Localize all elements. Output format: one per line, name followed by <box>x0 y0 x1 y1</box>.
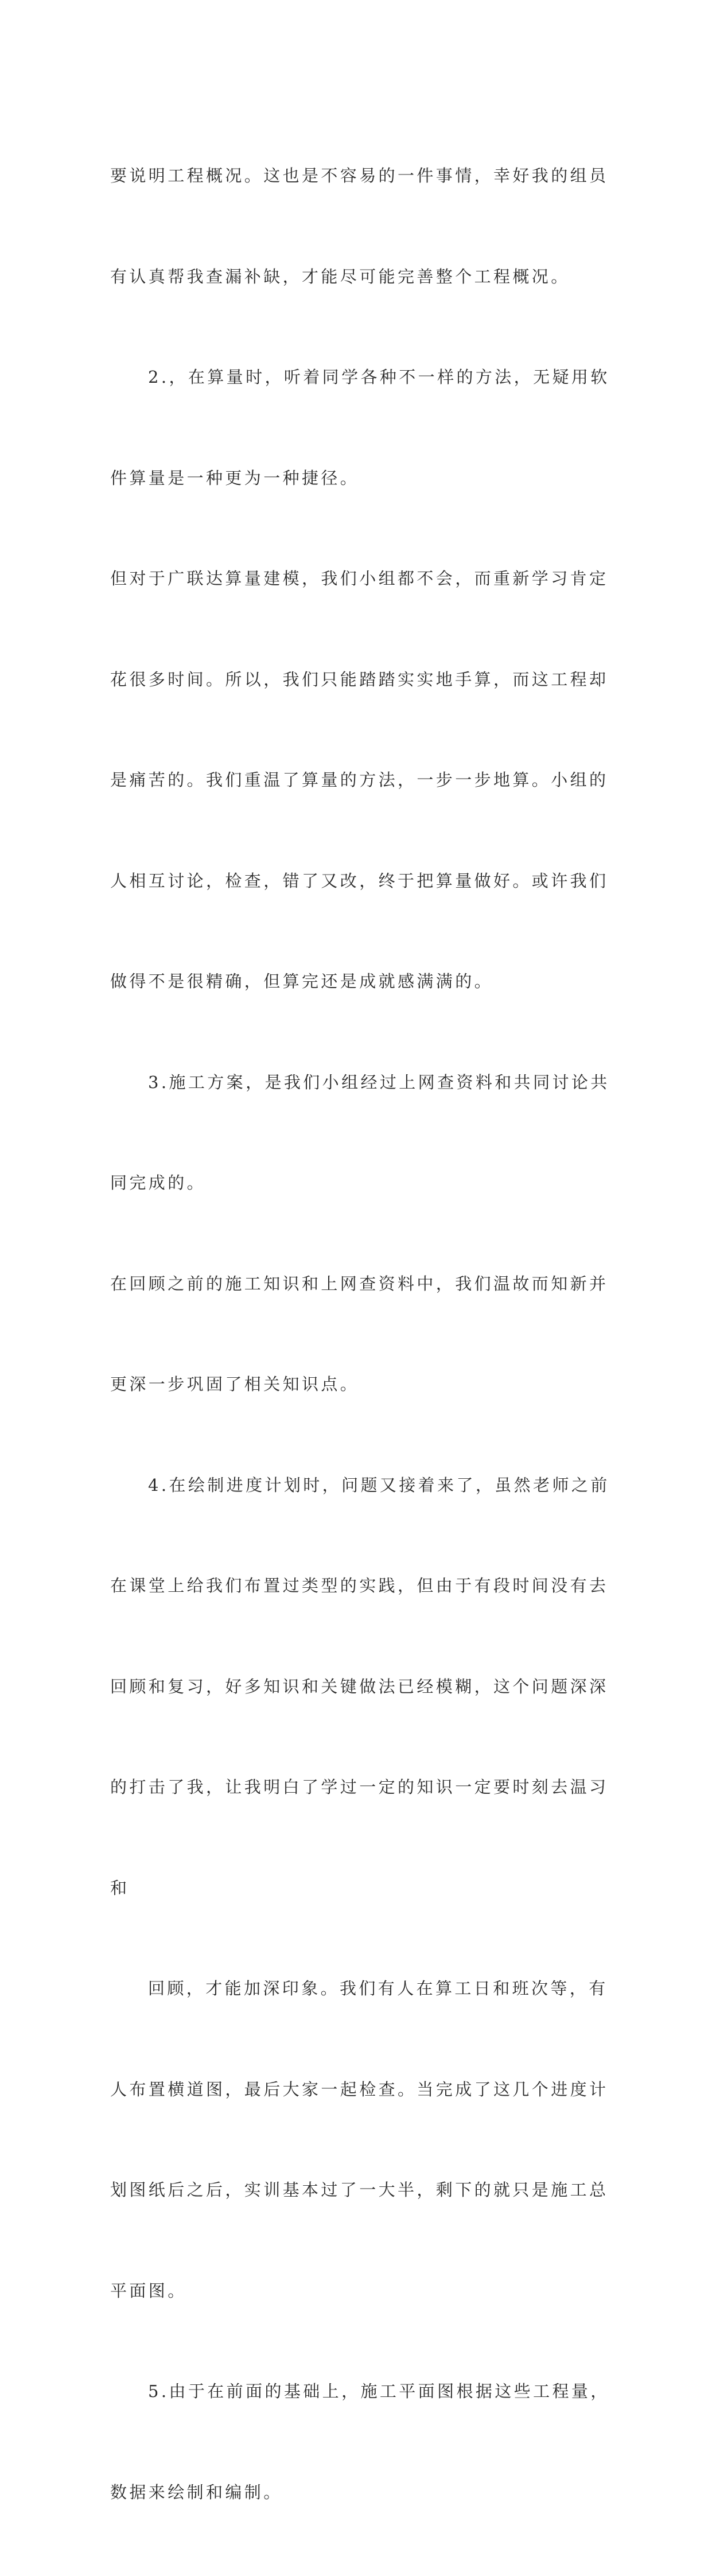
text-line: 同完成的。 <box>110 1173 207 1192</box>
text-line: 件算量是一种更为一种捷径。 <box>110 468 360 488</box>
text-line: 回顾，才能加深印象。我们有人在算工日和班次等，有 <box>148 1979 608 1998</box>
text-line: 人相互讨论，检查，错了又改，终于把算量做好。或许我们 <box>110 871 609 891</box>
text-line: 花很多时间。所以，我们只能踏踏实实地手算，而这工程却 <box>110 669 609 689</box>
text-line: 平面图。 <box>110 2280 187 2301</box>
text-line: 但对于广联达算量建模，我们小组都不会，而重新学习肯定 <box>110 569 609 588</box>
text-line: 在回顾之前的施工知识和上网查资料中，我们温故而知新并 <box>110 1273 609 1293</box>
body-text <box>110 92 615 2576</box>
text-line: 有认真帮我查漏补缺，才能尽可能完善整个工程概况。 <box>110 266 570 286</box>
text-line: 5.由于在前面的基础上，施工平面图根据这些工程量， <box>148 2381 610 2401</box>
text-line: 3.施工方案，是我们小组经过上网查资料和共同讨论共 <box>148 1072 610 1092</box>
text-line: 划图纸后之后，实训基本过了一大半，剩下的就只是施工总 <box>110 2180 609 2200</box>
text-line: 2.，在算量时，听着同学各种不一样的方法，无疑用软 <box>148 367 610 387</box>
text-line: 和 <box>110 1878 130 1898</box>
text-line: 做得不是很精确，但算完还是成就感满满的。 <box>110 972 494 991</box>
text-line: 4.在绘制进度计划时，问题又接着来了，虽然老师之前 <box>148 1475 610 1495</box>
text-line: 是痛苦的。我们重温了算量的方法，一步一步地算。小组的 <box>110 770 609 790</box>
text-line: 回顾和复习，好多知识和关键做法已经模糊，这个问题深深 <box>110 1676 609 1696</box>
text-line: 更深一步巩固了相关知识点。 <box>110 1374 360 1394</box>
text-line: 在课堂上给我们布置过类型的实践，但由于有段时间没有去 <box>110 1576 609 1595</box>
text-line: 数据来绘制和编制。 <box>110 2482 283 2502</box>
text-line: 人布置横道图，最后大家一起检查。当完成了这几个进度计 <box>110 2079 609 2099</box>
text-line: 要说明工程概况。这也是不容易的一件事情，幸好我的组员 <box>110 166 609 185</box>
text-line: 的打击了我，让我明白了学过一定的知识一定要时刻去温习 <box>110 1777 609 1797</box>
